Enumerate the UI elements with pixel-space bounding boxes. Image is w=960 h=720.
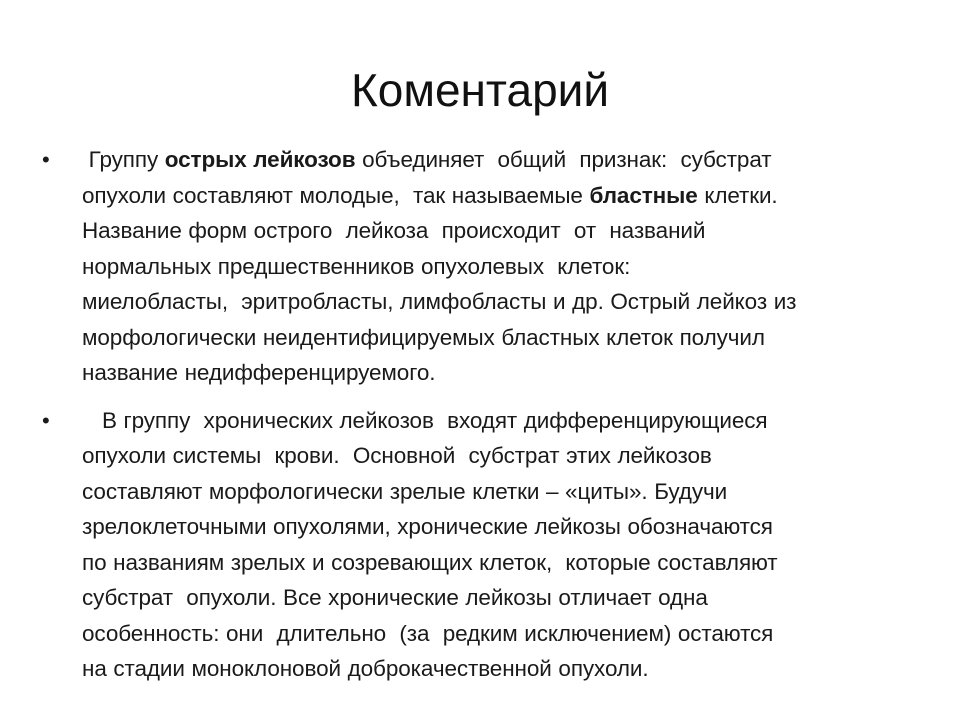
bold-term: бластные — [589, 182, 698, 208]
paragraph-line: название недифференцируемого. — [82, 360, 436, 385]
paragraph-line — [82, 178, 932, 214]
paragraph-line: В группу хронических лейкозов входят дифференцирующиеся — [82, 407, 768, 433]
bullet-list — [42, 142, 932, 687]
paragraph-line: составляют морфологически зрелые клетки – «циты». Будучи — [82, 478, 728, 504]
paragraph-line: зрелоклеточными опухолями, хронические лейкозы обозначаются — [82, 514, 773, 539]
bullet-dot-icon: • — [42, 407, 50, 433]
paragraph-line — [82, 142, 932, 178]
paragraph-line: особенность: они длительно (за редким исключением) остаются — [82, 620, 774, 646]
paragraph-line: на стадии моноклоновой доброкачественной опухоли. — [82, 656, 649, 681]
text-run: объединяет общий признак: субстрат — [355, 147, 772, 172]
paragraph-line: субстрат опухоли. Все хронические лейкозы отличает одна — [82, 585, 708, 610]
paragraph-line: по названиям зрелых и созревающих клеток, которые составляют — [82, 549, 778, 575]
paragraph-line: морфологически неидентифицируемых бластных клеток получил — [82, 324, 765, 350]
paragraph-line: миелобласты, эритробласты, лимфобласты и др. Острый лейкоз из — [82, 289, 797, 314]
paragraph-line: опухоли системы крови. Основной субстрат этих лейкозов — [82, 443, 712, 468]
paragraph-line: нормальных предшественников опухолевых клеток: — [82, 253, 631, 279]
bullet-dot-icon: • — [42, 147, 50, 172]
slide-title: Коментарий — [350, 64, 610, 116]
bullet-item — [42, 403, 932, 687]
paragraph-line: Название форм острого лейкоза происходит от названий — [82, 218, 706, 243]
text-run: Группу — [82, 147, 165, 172]
bold-term: острых лейкозов — [164, 147, 356, 172]
text-run: клетки. — [697, 182, 778, 208]
bullet-item — [42, 142, 932, 391]
text-run: опухоли составляют молодые, так называемые — [82, 182, 590, 208]
